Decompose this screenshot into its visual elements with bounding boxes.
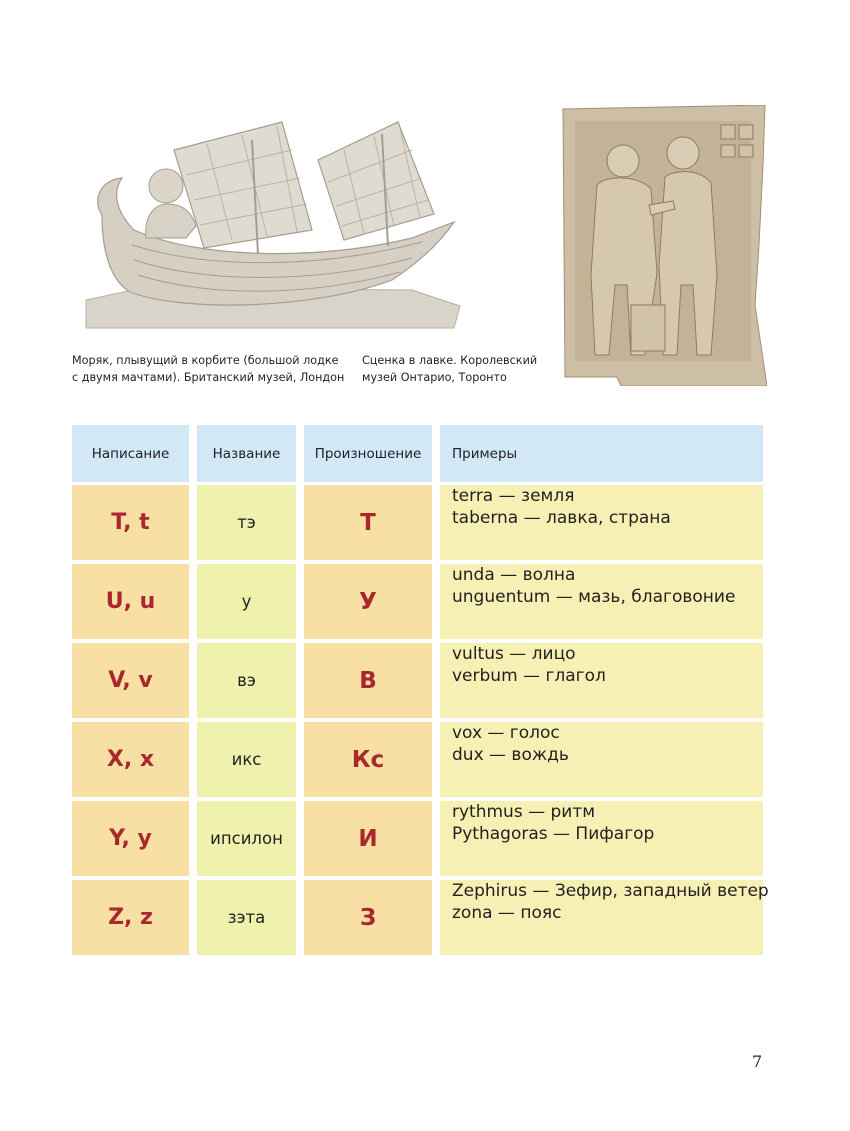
- example-line: unda — волна: [452, 565, 576, 585]
- example-line: taberna — лавка, страна: [452, 508, 671, 528]
- name-cell: зэта: [197, 880, 296, 955]
- example-line: vultus — лицо: [452, 644, 576, 664]
- example-line: unguentum — мазь, благовоние: [452, 587, 736, 607]
- header-examples: Примеры: [440, 425, 763, 482]
- examples-cell: [440, 564, 763, 639]
- letter-cell: Z, z: [72, 880, 189, 955]
- name-cell: тэ: [197, 485, 296, 560]
- example-line: zona — пояс: [452, 903, 562, 923]
- header-name: Название: [197, 425, 296, 482]
- header-pronunciation: Произношение: [304, 425, 432, 482]
- ship-relief-image: [82, 120, 464, 332]
- ship-image-caption: Моряк, плывущий в корбите (большой лодке с двумя мачтами). Британский музей, Лондон: [72, 354, 345, 384]
- examples-cell: [440, 880, 769, 955]
- pronunciation-cell: З: [304, 880, 432, 955]
- letter-cell: V, v: [72, 643, 189, 718]
- letter-cell: U, u: [72, 564, 189, 639]
- examples-cell: [440, 722, 763, 797]
- example-line: verbum — глагол: [452, 666, 606, 686]
- examples-cell: [440, 801, 763, 876]
- shop-scene-relief-image: [561, 105, 767, 386]
- examples-cell: [440, 643, 763, 718]
- letter-cell: Y, y: [72, 801, 189, 876]
- name-cell: ипсилон: [197, 801, 296, 876]
- example-line: vox — голос: [452, 723, 560, 743]
- example-line: dux — вождь: [452, 745, 569, 765]
- pronunciation-cell: Т: [304, 485, 432, 560]
- examples-cell: [440, 485, 763, 560]
- name-cell: икс: [197, 722, 296, 797]
- example-line: Zephirus — Зефир, западный ветер: [452, 881, 769, 901]
- shop-image-caption: Сценка в лавке. Королевский музей Онтарио, Торонто: [362, 354, 538, 384]
- letter-cell: T, t: [72, 485, 189, 560]
- example-line: terra — земля: [452, 486, 575, 506]
- name-cell: у: [197, 564, 296, 639]
- pronunciation-cell: У: [304, 564, 432, 639]
- example-line: rythmus — ритм: [452, 802, 596, 822]
- page-number: 7: [752, 1052, 763, 1071]
- pronunciation-cell: И: [304, 801, 432, 876]
- letter-cell: X, x: [72, 722, 189, 797]
- name-cell: вэ: [197, 643, 296, 718]
- pronunciation-cell: Кс: [304, 722, 432, 797]
- header-spelling: Написание: [72, 425, 189, 482]
- example-line: Pythagoras — Пифагор: [452, 824, 655, 844]
- pronunciation-cell: В: [304, 643, 432, 718]
